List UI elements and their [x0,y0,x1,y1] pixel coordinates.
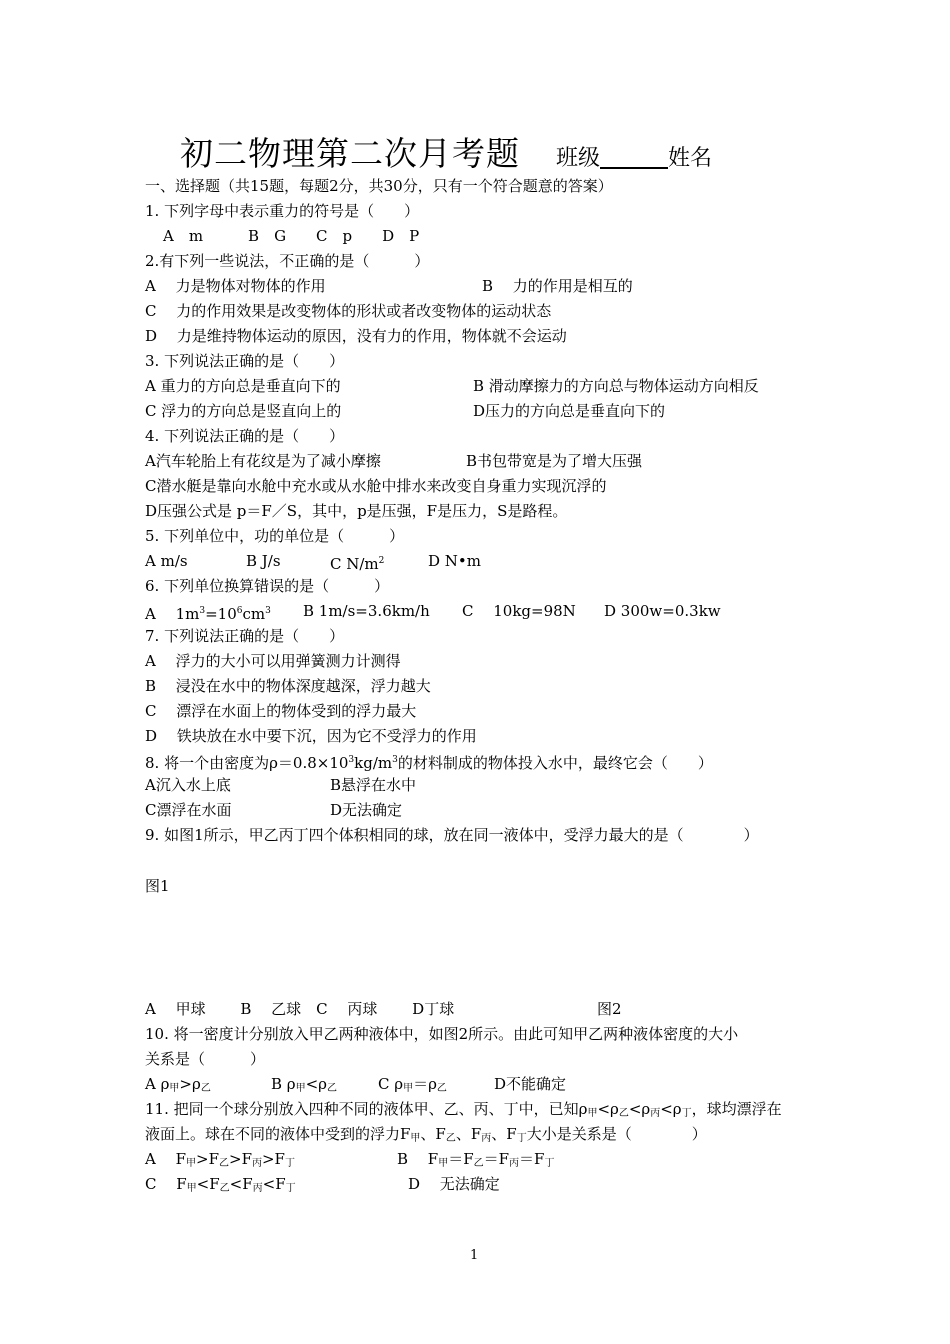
q11-c-m2: <F [229,1175,253,1193]
q8-option-d: D无法确定 [330,801,403,819]
q1-options: A m B G C p D P [163,227,420,245]
q11-b-m2: ＝F [483,1150,510,1168]
q7-option-d: D 铁块放在水中要下沉，因为它不受浮力的作用 [145,727,477,745]
class-label: 班级 [556,146,601,171]
q11-stem-line1 [145,1099,782,1124]
q11-l2-1: 液面上。球在不同的液体中受到的浮力F [145,1125,411,1143]
q7-stem: 7. 下列说法正确的是（ ） [145,627,345,645]
q11-b-s1: 甲 [438,1158,449,1169]
q11-a-s1: 甲 [186,1158,197,1169]
q10-c-sub2: 乙 [436,1083,447,1094]
q6-a-sup3: 3 [265,606,271,616]
q11-b-s2: 乙 [473,1158,484,1169]
q11-a-m2: >F [229,1150,252,1168]
q11-a-s2: 乙 [219,1158,229,1169]
page-number: 1 [470,1248,479,1263]
q6-option-b: B 1m/s=3.6km/h [303,602,430,620]
q10-c-2: ＝ρ [413,1075,437,1093]
q9-options: A 甲球 B 乙球 C 丙球 D丁球 [145,1000,455,1018]
q10-stem-line1: 10. 将一密度计分别放入甲乙两种液体中，如图2所示。由此可知甲乙两种液体密度的大小 [145,1025,739,1043]
title-row [180,128,712,175]
q4-option-c: C潜水艇是靠向水舱中充水或从水舱中排水来改变自身重力实现沉浮的 [145,477,607,495]
q10-b-1: B ρ [271,1075,296,1093]
q11-option-c [145,1174,296,1199]
q10-b-sub1: 甲 [295,1083,306,1094]
q11-c-s3: 丙 [252,1183,263,1194]
q2-option-d: D 力是维持物体运动的原因，没有力的作用，物体就不会运动 [145,327,567,345]
q2-stem: 2.有下列一些说法，不正确的是（ ） [145,252,430,270]
q5-c-text: C N/m [330,555,379,573]
q8-stem-3: 的材料制成的物体投入水中，最终它会（ ） [397,754,713,772]
q8-option-c: C漂浮在水面 [145,801,232,819]
q11-a-s4: 丁 [284,1158,295,1169]
q11-l1-m3: <ρ [660,1100,682,1118]
q11-l2-m3: 、F [491,1125,517,1143]
q11-l1-1: 11. 把同一个球分别放入四种不同的液体甲、乙、丙、丁中，已知ρ [145,1100,588,1118]
q5-option-b: B J/s [246,552,281,570]
q10-stem-line2: 关系是（ ） [145,1050,266,1068]
q11-a-m1: >F [196,1150,219,1168]
q11-l2-m2: 、F [455,1125,482,1143]
q11-l2-post: 大小是关系是（ ） [526,1125,707,1143]
q10-a-1: A ρ [145,1075,170,1093]
q6-option-c: C 10kg=98N [462,602,576,620]
q1-stem: 1. 下列字母中表示重力的符号是（ ） [145,202,420,220]
class-blank [600,145,668,169]
figure-2-label: 图2 [597,1000,622,1018]
q11-b-s4: 丁 [544,1158,555,1169]
q4-stem: 4. 下列说法正确的是（ ） [145,427,345,445]
q3-option-c: C 浮力的方向总是竖直向上的 [145,402,342,420]
q10-option-a [145,1074,211,1099]
q5-option-d: D N•m [428,552,481,570]
q6-a-sup1: 3 [199,606,206,616]
page-title: 初二物理第二次月考题 [180,134,520,173]
q11-l1-post: ，球均漂浮在 [691,1100,782,1118]
figure-1-label: 图1 [145,877,170,895]
q10-a-sub1: 甲 [169,1083,180,1094]
q11-l2-s1: 甲 [410,1133,421,1144]
q6-a-1: A 1m [145,605,200,623]
q10-option-c [378,1074,447,1099]
q11-c-s4: 丁 [285,1183,296,1194]
q11-l1-s2: 乙 [618,1108,629,1119]
q11-a-s3: 丙 [251,1158,262,1169]
q11-c-s1: 甲 [186,1183,197,1194]
q3-option-d: D压力的方向总是垂直向下的 [473,402,666,420]
q10-a-2: >ρ [179,1075,201,1093]
q8-option-a: A沉入水上底 [145,776,231,794]
q3-option-a: A 重力的方向总是垂直向下的 [145,377,341,395]
q3-option-b: B 滑动摩擦力的方向总与物体运动方向相反 [473,377,759,395]
q8-sup2: 3 [392,755,398,765]
name-label: 姓名 [668,146,713,171]
q6-a-sup2: 6 [236,606,243,616]
q5-stem: 5. 下列单位中，功的单位是（ ） [145,527,405,545]
q11-l2-s3: 丙 [481,1133,492,1144]
q11-c-1: C F [145,1175,187,1193]
q11-option-a [145,1149,295,1174]
q11-b-1: B F [397,1150,439,1168]
q11-a-m3: >F [261,1150,285,1168]
q8-stem-2: kg/m [354,754,393,772]
q3-stem: 3. 下列说法正确的是（ ） [145,352,345,370]
q6-option-a [145,601,271,624]
q10-c-sub1: 甲 [403,1083,414,1094]
q11-option-b [397,1149,554,1174]
q11-b-s3: 丙 [509,1158,520,1169]
q6-a-2: =10 [205,605,237,623]
q11-l1-m1: <ρ [597,1100,619,1118]
q8-sup1: 3 [348,755,355,765]
q4-option-b: B书包带宽是为了增大压强 [466,452,643,470]
q6-option-d: D 300w=0.3kw [604,602,721,620]
q11-l2-m1: 、F [420,1125,446,1143]
q8-option-b: B悬浮在水中 [330,776,417,794]
q11-l2-s2: 乙 [445,1133,456,1144]
q4-option-d: D压强公式是 p＝F／S，其中，p是压强，F是压力，S是路程。 [145,502,568,520]
q11-l1-s4: 丁 [681,1108,692,1119]
q2-option-c: C 力的作用效果是改变物体的形状或者改变物体的运动状态 [145,302,552,320]
q7-option-b: B 浸没在水中的物体深度越深，浮力越大 [145,677,431,695]
q8-stem [145,750,713,773]
q11-c-m1: <F [196,1175,220,1193]
q11-option-d: D 无法确定 [408,1175,500,1193]
q8-stem-1: 8. 将一个由密度为ρ＝0.8×10 [145,754,349,772]
q10-option-b [271,1074,337,1099]
q11-l2-s4: 丁 [516,1133,527,1144]
q10-c-1: C ρ [378,1075,404,1093]
q5-option-a: A m/s [145,552,188,570]
q6-a-3: cm [242,605,266,623]
q11-c-s2: 乙 [219,1183,230,1194]
q4-option-a: A汽车轮胎上有花纹是为了减小摩擦 [145,452,381,470]
q11-b-m3: ＝F [519,1150,545,1168]
q11-stem-line2 [145,1124,707,1149]
q7-option-c: C 漂浮在水面上的物体受到的浮力最大 [145,702,417,720]
q6-stem: 6. 下列单位换算错误的是（ ） [145,577,390,595]
q5-option-c [330,551,384,574]
q11-a-1: A F [145,1150,187,1168]
section-heading: 一、选择题（共15题，每题2分，共30分，只有一个符合题意的答案） [145,177,613,195]
q11-b-m1: ＝F [448,1150,474,1168]
q10-b-2: <ρ [305,1075,327,1093]
q11-c-m3: <F [262,1175,286,1193]
q11-l1-s3: 丙 [650,1108,661,1119]
q7-option-a: A 浮力的大小可以用弹簧测力计测得 [145,652,401,670]
q11-l1-m2: <ρ [628,1100,651,1118]
q5-c-sup: 2 [378,556,385,566]
q2-option-b: B 力的作用是相互的 [482,277,633,295]
q2-option-a: A 力是物体对物体的作用 [145,277,326,295]
q10-option-d: D不能确定 [494,1075,567,1093]
q10-b-sub2: 乙 [327,1083,337,1094]
q11-l1-s1: 甲 [587,1108,598,1119]
q9-stem: 9. 如图1所示，甲乙丙丁四个体积相同的球，放在同一液体中，受浮力最大的是（ ） [145,826,759,844]
q10-a-sub2: 乙 [200,1083,211,1094]
